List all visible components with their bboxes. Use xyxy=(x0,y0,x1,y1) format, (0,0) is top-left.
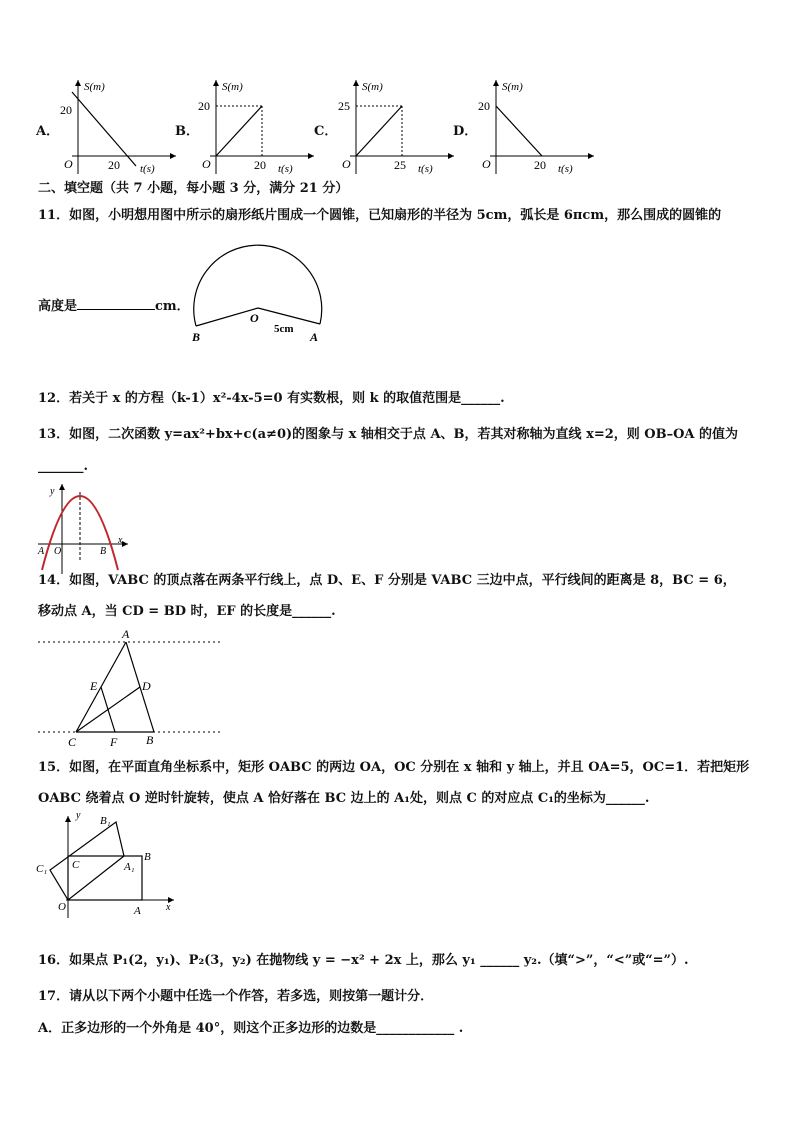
q11-answer-blank xyxy=(77,297,155,310)
q13-a-label: A xyxy=(38,546,45,557)
option-d-s-label: S(m) xyxy=(502,81,523,93)
q17-line2: A．正多边形的一个外角是 40°，则这个正多边形的边数是____________ . xyxy=(38,1021,464,1036)
q14-a-label: A xyxy=(122,627,130,641)
q15-line2: OABC 绕着点 O 逆时针旋转，使点 A 恰好落在 BC 边上的 A₁处，则点 C 的对应点 C₁的坐标为______. xyxy=(38,791,650,806)
q14-e-label: E xyxy=(90,679,98,693)
q13-line1: 13．如图，二次函数 y=ax²+bx+c(a≠0)的图象与 x 轴相交于点 A、B，若其对称轴为直线 x=2，则 OB–OA 的值为 xyxy=(38,427,739,442)
option-d-y-tick: 20 xyxy=(478,99,490,113)
q15-o-label: O xyxy=(58,901,66,913)
option-c-graph xyxy=(336,78,456,176)
q15-x-label: x xyxy=(166,902,171,913)
option-c-s-label: S(m) xyxy=(362,81,383,93)
option-a-y-tick: 20 xyxy=(60,103,72,117)
q17-line1: 17．请从以下两个小题中任选一个作答，若多选，则按第一题计分． xyxy=(38,989,434,1004)
option-c-y-tick: 25 xyxy=(338,99,350,113)
option-b-graph xyxy=(196,78,316,176)
option-d-t-label: t(s) xyxy=(558,163,573,175)
q15-a1-label: A₁ xyxy=(124,861,135,873)
option-a-t-label: t(s) xyxy=(140,163,155,175)
q15-line1: 15．如图，在平面直角坐标系中，矩形 OABC 的两边 OA，OC 分别在 x 轴和 y 轴上，并且 OA=5，OC=1．若把矩形 xyxy=(38,760,750,775)
option-d-x-tick: 20 xyxy=(534,158,546,172)
q15-c1-label: C₁ xyxy=(36,863,48,875)
q11-line2-pre: 高度是 xyxy=(38,299,78,314)
q14-triangle-figure xyxy=(36,626,226,750)
q15-y-label: y xyxy=(76,810,81,821)
option-d-origin: O xyxy=(482,157,491,171)
option-d-label: D． xyxy=(453,124,478,139)
q11-sector-figure xyxy=(184,242,334,350)
q15-rectangle-figure xyxy=(34,810,184,922)
option-a-graph xyxy=(58,78,178,176)
q15-a-label: A xyxy=(134,905,141,917)
q12-text: 12．若关于 x 的方程（k-1）x²-4x-5=0 有实数根，则 k 的取值范围是______. xyxy=(38,391,505,406)
q15-c-label: C xyxy=(72,859,80,871)
option-b-s-label: S(m) xyxy=(222,81,243,93)
option-c-label: C． xyxy=(314,124,338,139)
option-a-s-label: S(m) xyxy=(84,81,105,93)
q13-x-label: x xyxy=(118,535,123,546)
q14-line1: 14．如图，VABC 的顶点落在两条平行线上，点 D、E、F 分别是 VABC 三边中点，平行线间的距离是 8，BC = 6， xyxy=(38,573,736,588)
q13-b-label: B xyxy=(100,546,107,557)
option-graphs-row xyxy=(36,78,596,178)
option-c-origin: O xyxy=(342,157,351,171)
q11-line2 xyxy=(38,297,190,316)
q14-d-label: D xyxy=(142,679,151,693)
q13-y-label: y xyxy=(50,486,55,497)
option-a-origin: O xyxy=(64,157,73,171)
q11-radius-label: 5cm xyxy=(274,323,294,335)
option-b-label: B． xyxy=(175,124,199,139)
option-b-origin: O xyxy=(202,157,211,171)
option-a-x-tick: 20 xyxy=(108,158,120,172)
option-b-x-tick: 20 xyxy=(254,158,266,172)
q13-line2: _______. xyxy=(38,459,89,474)
q14-f-label: F xyxy=(110,735,118,749)
q11-label-o: O xyxy=(250,311,259,325)
q14-line2: 移动点 A，当 CD = BD 时，EF 的长度是______. xyxy=(38,604,336,619)
option-b-y-tick: 20 xyxy=(198,99,210,113)
q13-parabola-figure xyxy=(36,480,132,576)
option-c-t-label: t(s) xyxy=(418,163,433,175)
option-c-x-tick: 25 xyxy=(394,158,406,172)
q14-c-label: C xyxy=(68,735,77,749)
q15-b1-label: B₁ xyxy=(100,815,111,827)
q15-b-label: B xyxy=(144,851,151,863)
q11-line2-post: cm． xyxy=(155,299,190,314)
q13-o-label: O xyxy=(54,546,62,557)
q11-label-b: B xyxy=(192,330,201,344)
option-d-graph xyxy=(476,78,596,176)
option-a-label: A． xyxy=(36,124,60,139)
q14-b-label: B xyxy=(146,733,154,747)
q11-label-a: A xyxy=(310,330,319,344)
q16-text: 16．如果点 P₁(2，y₁)、P₂(3，y₂) 在抛物线 y = −x² + 2x 上，那么 y₁ ______ y₂.（填“>”，“<”或“=”）. xyxy=(38,953,689,968)
option-b-t-label: t(s) xyxy=(278,163,293,175)
q11-line1: 11．如图，小明想用图中所示的扇形纸片围成一个圆锥，已知扇形的半径为 5cm，弧长是 6πcm，那么围成的圆锥的 xyxy=(38,208,722,223)
section-heading: 二、填空题（共 7 小题，每小题 3 分，满分 21 分） xyxy=(38,181,349,196)
